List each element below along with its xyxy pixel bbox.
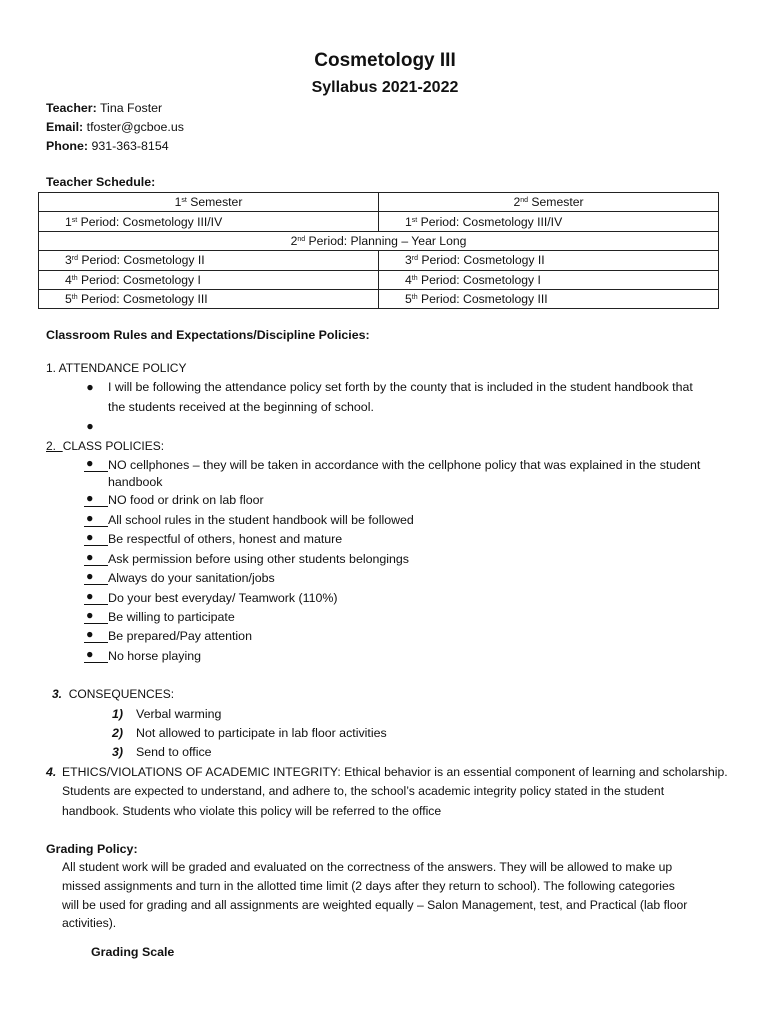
policy-item: handbook: [108, 475, 163, 489]
consequence-item: Send to office: [136, 745, 212, 759]
page-subtitle: Syllabus 2021-2022: [311, 79, 459, 96]
bullet-icon: ●: [84, 552, 108, 566]
email-line: [46, 120, 184, 134]
table-row: [39, 289, 719, 308]
policy-item: All school rules in the student handbook will be followed: [108, 513, 414, 527]
email-label: Email:: [46, 120, 84, 134]
ethics-text-1: ETHICS/VIOLATIONS OF ACADEMIC INTEGRITY: Ethical behavior is an essential component of learning and scholarship.: [62, 765, 728, 779]
policy-item: Do your best everyday/ Teamwork (110%): [108, 591, 338, 605]
table-cell: 1st Period: Cosmetology III/IV: [39, 212, 379, 231]
ethics-text-3: handbook. Students who violate this policy will be referred to the office: [62, 804, 442, 818]
bullet-icon: ●: [84, 649, 108, 663]
bullet-icon: ●: [86, 380, 94, 394]
email-value: tfoster@gcboe.us: [83, 120, 184, 134]
policy-item: No horse playing: [108, 649, 201, 663]
rules-heading: Classroom Rules and Expectations/Discipline Policies:: [46, 328, 370, 342]
class-policies-label: CLASS POLICIES:: [62, 439, 165, 453]
policy-item: Always do your sanitation/jobs: [108, 571, 275, 585]
table-cell: 2nd Period: Planning – Year Long: [39, 231, 719, 250]
policy-item: Be willing to participate: [108, 610, 235, 624]
consequence-number: 1): [112, 707, 124, 721]
class-policies-number: 2.: [46, 439, 57, 453]
table-cell: 3rd Period: Cosmetology II: [379, 251, 719, 270]
policy-item: NO cellphones – they will be taken in accordance with the cellphone policy that was explained in the student: [108, 458, 701, 472]
consequences-heading: [52, 687, 174, 701]
ethics-text-2: Students are expected to understand, and adhere to, the school’s academic integrity policy stated in the student: [62, 784, 665, 798]
grading-text-3: will be used for grading and all assignments are weighted equally – Salon Management, test, and Practical (lab floor: [62, 898, 688, 912]
bullet-icon: ●: [86, 419, 94, 433]
policy-item: Be prepared/Pay attention: [108, 629, 252, 643]
bullet-icon: ●: [84, 610, 108, 624]
table-row: [39, 251, 719, 270]
table-row: [39, 231, 719, 250]
attendance-heading: 1. ATTENDANCE POLICY: [46, 361, 187, 375]
consequence-number: 2): [112, 726, 124, 740]
class-policies-heading: [46, 439, 164, 453]
table-cell: 1st Period: Cosmetology III/IV: [379, 212, 719, 231]
bullet-icon: ●: [84, 493, 108, 507]
table-cell: 4th Period: Cosmetology I: [379, 270, 719, 289]
grading-heading: Grading Policy:: [46, 842, 138, 856]
bullet-icon: ●: [84, 629, 108, 643]
consequence-item: Verbal warming: [136, 707, 222, 721]
teacher-label: Teacher:: [46, 101, 97, 115]
bullet-icon: ●: [84, 513, 108, 527]
ethics-number: 4.: [46, 765, 57, 779]
phone-value: 931-363-8154: [88, 139, 169, 153]
consequence-number: 3): [112, 745, 124, 759]
bullet-icon: ●: [84, 591, 108, 605]
phone-line: [46, 139, 169, 153]
consequences-label: CONSEQUENCES:: [68, 687, 175, 701]
grading-text-2: missed assignments and turn in the allotted time limit (2 days after they return to school). The following categories: [62, 879, 675, 893]
teacher-name: Tina Foster: [96, 101, 163, 115]
policy-item: Be respectful of others, honest and mature: [108, 532, 343, 546]
bullet-icon: ●: [84, 458, 108, 472]
page-title: Cosmetology III: [314, 50, 456, 71]
bullet-icon: ●: [84, 571, 108, 585]
bullet-icon: ●: [84, 532, 108, 546]
table-cell: 5th Period: Cosmetology III: [379, 289, 719, 308]
table-cell: 3rd Period: Cosmetology II: [39, 251, 379, 270]
consequence-item: Not allowed to participate in lab floor activities: [136, 726, 387, 740]
policy-item: Ask permission before using other students belongings: [108, 552, 409, 566]
table-cell: 4th Period: Cosmetology I: [39, 270, 379, 289]
table-cell: 5th Period: Cosmetology III: [39, 289, 379, 308]
table-cell: 2nd Semester: [379, 193, 719, 212]
schedule-table: [38, 192, 719, 309]
grading-text-1: All student work will be graded and evaluated on the correctness of the answers. They will be allowed to make up: [62, 860, 673, 874]
teacher-line: [46, 101, 162, 115]
table-cell: 1st Semester: [39, 193, 379, 212]
consequences-number: 3.: [52, 687, 63, 701]
schedule-heading: Teacher Schedule:: [46, 175, 156, 189]
attendance-text-1: I will be following the attendance policy set forth by the county that is included in the student handbook that: [108, 380, 693, 394]
table-row: [39, 193, 719, 212]
grading-text-4: activities).: [62, 916, 117, 930]
grading-scale-heading: Grading Scale: [91, 945, 175, 959]
phone-label: Phone:: [46, 139, 88, 153]
policy-item: NO food or drink on lab floor: [108, 493, 264, 507]
table-row: [39, 270, 719, 289]
attendance-text-2: the students received at the beginning of school.: [108, 400, 374, 414]
table-row: [39, 212, 719, 231]
